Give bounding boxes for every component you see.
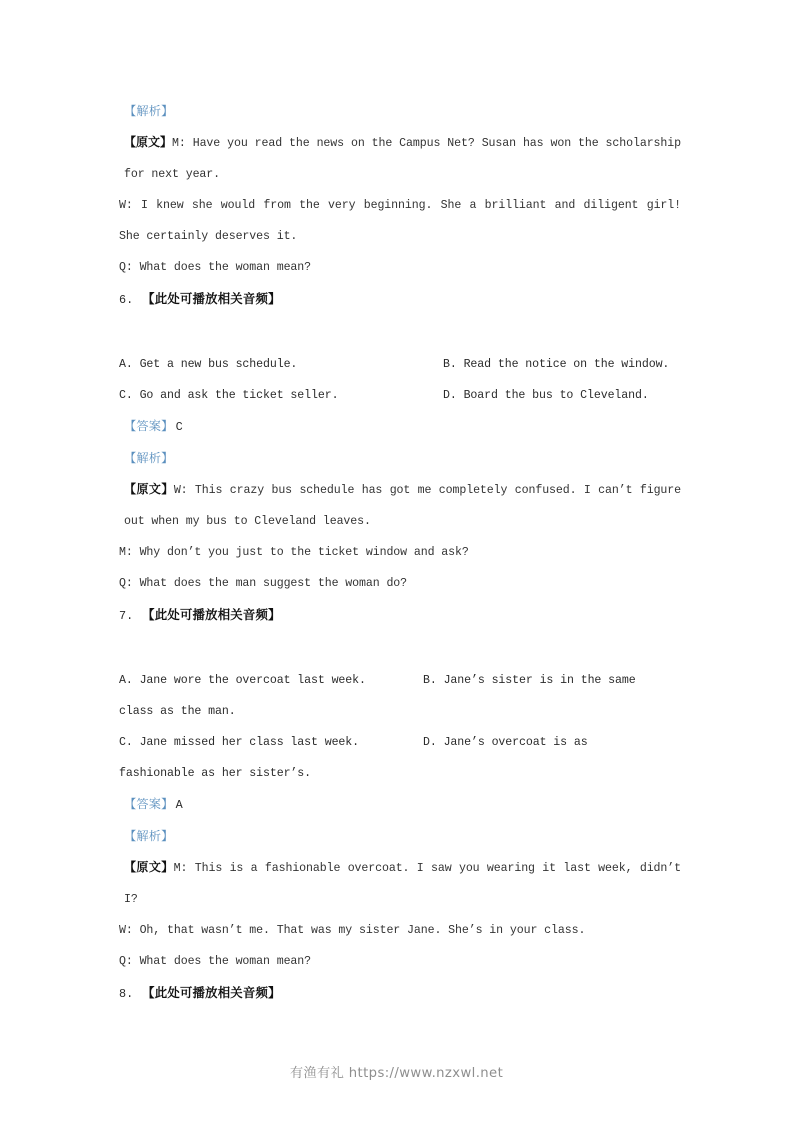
option-row <box>119 727 681 758</box>
option-row <box>119 665 681 696</box>
question-number-8: 8. <box>119 987 134 1001</box>
analysis-heading-q6: 【解析】 <box>124 451 174 465</box>
options-list-6 <box>119 349 681 411</box>
option-item-c-7[interactable]: C. Jane missed her class last week. <box>119 736 360 749</box>
option-row <box>119 380 681 411</box>
transcript-paragraph-q5-line2: W: I knew she would from the very beginning. She a brilliant and diligent girl! She certainly deserves it. <box>119 199 681 243</box>
transcript-text: M: Have you read the news on the Campus Net? Susan has won the scholarship for next year. <box>124 137 681 181</box>
option-item-b-6[interactable]: B. Read the notice on the window. <box>443 358 670 371</box>
audio-placeholder-7[interactable]: 【此处可播放相关音频】 <box>142 607 281 622</box>
question-number-6: 6. <box>119 293 134 307</box>
answer-line-6 <box>119 411 681 443</box>
option-item-a-7[interactable]: A. Jane wore the overcoat last week. <box>119 674 366 687</box>
transcript-paragraph-q7-line3: Q: What does the woman mean? <box>119 955 312 968</box>
analysis-heading-q7: 【解析】 <box>124 829 174 843</box>
answer-value: C <box>175 420 183 434</box>
question-number-line-8 <box>119 977 681 1010</box>
transcript-text: M: This is a fashionable overcoat. I saw you wearing it last week, didn’t I? <box>124 862 681 906</box>
transcript-paragraph-q6-line1 <box>119 474 681 537</box>
audio-player-slot-6[interactable] <box>119 316 681 349</box>
option-row <box>119 349 681 380</box>
transcript-tag: 【原文】 <box>124 860 174 874</box>
question-number-line-6 <box>119 283 681 316</box>
audio-player-slot-7[interactable] <box>119 632 681 665</box>
transcript-paragraph-q5-line1 <box>119 127 681 190</box>
question-number-7: 7. <box>119 609 134 623</box>
option-item-b-7-continuation[interactable]: class as the man. <box>119 705 236 718</box>
audio-placeholder-6[interactable]: 【此处可播放相关音频】 <box>142 291 281 306</box>
transcript-paragraph-q6-line3: Q: What does the man suggest the woman do? <box>119 577 408 590</box>
transcript-tag: 【原文】 <box>124 135 173 149</box>
option-item-d-6[interactable]: D. Board the bus to Cleveland. <box>443 389 649 402</box>
transcript-paragraph-q6-line2: M: Why don’t you just to the ticket window and ask? <box>119 546 469 559</box>
audio-placeholder-8[interactable]: 【此处可播放相关音频】 <box>142 985 281 1000</box>
analysis-heading-q5: 【解析】 <box>124 104 174 118</box>
transcript-paragraph-q7-line1 <box>119 852 681 915</box>
option-item-c-6[interactable]: C. Go and ask the ticket seller. <box>119 389 339 402</box>
answer-label: 【答案】 <box>124 797 174 811</box>
question-number-line-7 <box>119 599 681 632</box>
option-item-d-7[interactable]: D. Jane’s overcoat is as <box>423 736 588 749</box>
answer-line-7 <box>119 789 681 821</box>
option-item-b-7[interactable]: B. Jane’s sister is in the same <box>423 674 636 687</box>
answer-value: A <box>175 798 183 812</box>
option-item-a-6[interactable]: A. Get a new bus schedule. <box>119 358 298 371</box>
transcript-paragraph-q7-line2: W: Oh, that wasn’t me. That was my sister Jane. She’s in your class. <box>119 924 586 937</box>
transcript-tag: 【原文】 <box>124 482 174 496</box>
options-list-7 <box>119 665 681 789</box>
transcript-paragraph-q5-line3: Q: What does the woman mean? <box>119 261 312 274</box>
document-body <box>119 96 681 1010</box>
answer-label: 【答案】 <box>124 419 174 433</box>
transcript-text: W: This crazy bus schedule has got me completely confused. I can’t figure out when my bus to Cleveland leaves. <box>124 484 681 528</box>
footer-watermark: 有渔有礼 https://www.nzxwl.net <box>289 1066 504 1081</box>
option-item-d-7-continuation[interactable]: fashionable as her sister’s. <box>119 767 312 780</box>
